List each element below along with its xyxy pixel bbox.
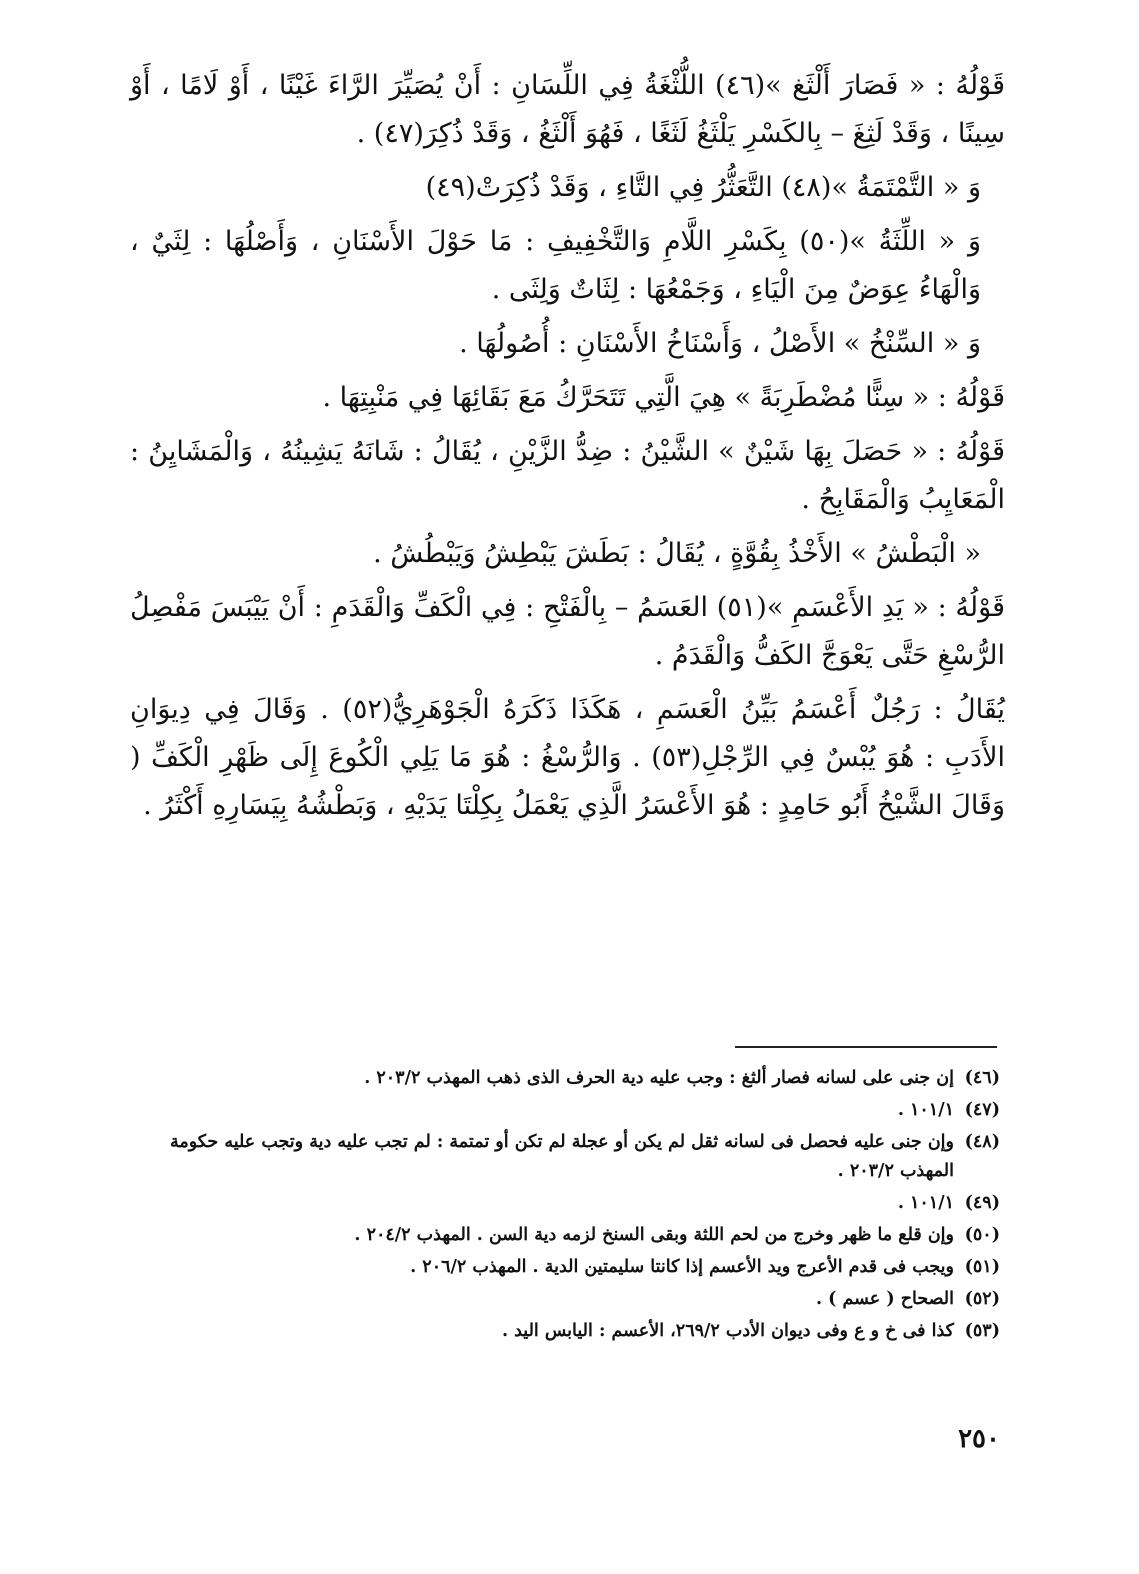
footnote-number: (٥١) bbox=[964, 1257, 1000, 1277]
footnote bbox=[140, 1285, 1000, 1314]
footnote bbox=[140, 1317, 1000, 1346]
footnote-text: وإن قلع ما ظهر وخرج من لحم اللثة وبقى السنخ لزمه دية السن . المهذب ٢٠٤/٢ . bbox=[354, 1225, 954, 1245]
footnote bbox=[140, 1253, 1000, 1282]
paragraph-gum-definition: وَ « اللِّثَةُ »(٥٠) بِكَسْرِ اللَّامِ وَالتَّخْفِيفِ : مَا حَوْلَ الأَسْنَانِ ، وَأَصْلُهَا : لِثَيٌ ، وَالْهَاءُ عِوَضٌ مِنَ الْيَاءِ ، وَجَمْعُهَا : لِثَاتٌ وَلِثَى . bbox=[130, 226, 981, 305]
footnote bbox=[140, 1189, 1000, 1218]
footnote-text: ١٠١/١ . bbox=[897, 1193, 954, 1213]
footnote-text: وإن جنى عليه فحصل فى لسانه ثقل لم يكن أو عجلة لم تكن أو تمتمة : لم تجب عليه دية وتجب عليه حكومة المهذب ٢٠٣/٢ . bbox=[169, 1132, 954, 1181]
footnote-number: (٤٦) bbox=[964, 1068, 1000, 1088]
paragraph-root-definition: وَ « السِّنْخُ » الأَصْلُ ، وَأَسْنَاخُ الأَسْنَانِ : أُصُولُهَا . bbox=[459, 328, 981, 359]
footnote-text: كذا فى خ و ع وفى ديوان الأدب ٢٦٩/٢، الأعسم : اليابس اليد . bbox=[501, 1321, 954, 1341]
paragraph-loose-tooth-definition: قَوْلُهُ : « سِنًّا مُضْطَرِبَةً » هِيَ الَّتِي تَتَحَرَّكُ مَعَ بَقَائِهَا فِي مَنْبِتِهَا . bbox=[322, 382, 1005, 413]
footnote-number: (٥٣) bbox=[964, 1321, 1000, 1341]
footnote-text: إن جنى على لسانه فصار ألثغ : وجب عليه دية الحرف الذى ذهب المهذب ٢٠٣/٢ . bbox=[364, 1068, 954, 1088]
footnote bbox=[140, 1128, 1000, 1186]
footnote-text: الصحاح ( عسم ) . bbox=[815, 1289, 954, 1309]
paragraph-asam-explanation: يُقَالُ : رَجُلٌ أَعْسَمُ بَيِّنُ الْعَسَمِ ، هَكَذَا ذَكَرَهُ الْجَوْهَرِيُّ(٥٢) . وَقَالَ فِي دِيوَانِ الأَدَبِ : هُوَ يُبْسٌ فِي الرِّجْلِ(٥٣) . وَالرُّسْغُ : هُوَ مَا يَلِي الْكُوعَ إِلَى ظَهْرِ الْكَفِّ ( وَقَالَ الشَّيْخُ أَبُو حَامِدٍ : هُوَ الأَعْسَرُ الَّذِي يَعْمَلُ بِكِلْتَا يَدَيْهِ ، وَبَطْشُهُ بِيَسَارِهِ أَكْثَرُ . bbox=[130, 694, 1005, 821]
footnote-text: ١٠١/١ . bbox=[897, 1100, 954, 1120]
footnote-number: (٥٠) bbox=[964, 1225, 1000, 1245]
footnote-number: (٤٨) bbox=[964, 1132, 1000, 1152]
footnote bbox=[140, 1064, 1000, 1093]
paragraph-batsh-definition: « الْبَطْشُ » الأَخْذُ بِقُوَّةٍ ، يُقَالُ : بَطَشَ يَبْطِشُ وَيَبْطُشُ . bbox=[373, 538, 981, 569]
footnote-text: ويجب فى قدم الأعرج ويد الأعسم إذا كانتا سليمتين الدية . المهذب ٢٠٦/٢ . bbox=[410, 1257, 954, 1277]
paragraph-tamtama-definition: وَ « التَّمْتَمَةُ »(٤٨) التَّعَثُّرُ فِي التَّاءِ ، وَقَدْ ذُكِرَتْ(٤٩) bbox=[425, 172, 981, 203]
footnotes bbox=[140, 1064, 1000, 1349]
paragraph-shayn-definition: قَوْلُهُ : « حَصَلَ بِهَا شَيْنٌ » الشَّيْنُ : ضِدُّ الزَّيْنِ ، يُقَالُ : شَانَهُ يَشِينُهُ ، وَالْمَشَايِنُ : الْمَعَايِبُ وَالْمَقَابِحُ . bbox=[130, 436, 1005, 515]
footnote bbox=[140, 1221, 1000, 1250]
footnote-number: (٤٩) bbox=[964, 1193, 1000, 1213]
paragraph-lisp-definition: قَوْلُهُ : « فَصَارَ أَلْثَغ »(٤٦) اللُّثْغَةُ فِي اللِّسَانِ : أَنْ يُصَيِّرَ الرَّاءَ غَيْنًا ، أَوْ لَامًا ، أَوْ سِينًا ، وَقَدْ لَثِغَ – بِالكَسْرِ يَلْثَغُ لَثَغًا ، فَهُوَ أَلْثَغُ ، وَقَدْ ذُكِرَ(٤٧) . bbox=[130, 70, 1005, 149]
footnote-number: (٤٧) bbox=[964, 1100, 1000, 1120]
footnote-divider bbox=[735, 1046, 997, 1048]
footnote bbox=[140, 1096, 1000, 1125]
paragraph-asam-definition: قَوْلُهُ : « يَدِ الأَعْسَمِ »(٥١) العَسَمُ – بِالْفَتْحِ : فِي الْكَفِّ وَالْقَدَمِ : أَنْ يَيْبَسَ مَفْصِلُ الرُّسْغِ حَتَّى يَعْوَجَّ الكَفُّ وَالْقَدَمُ . bbox=[130, 592, 1005, 671]
page-number: ٢٥٠ bbox=[958, 1424, 1000, 1454]
footnote-number: (٥٢) bbox=[964, 1289, 1000, 1309]
main-text bbox=[130, 62, 1005, 836]
